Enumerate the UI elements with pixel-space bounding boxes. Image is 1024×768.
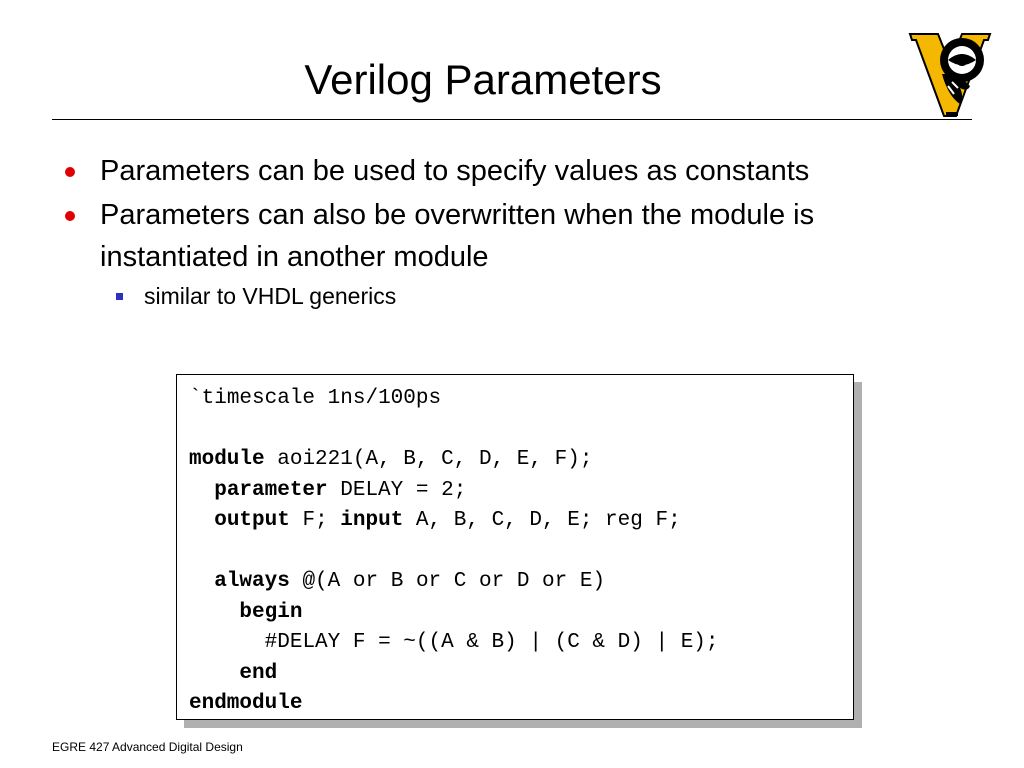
title-divider: [52, 119, 972, 120]
bullet-list: [60, 150, 960, 314]
slide-title: Verilog Parameters: [304, 56, 662, 103]
verilog-code-block: [189, 384, 719, 720]
bullet-text: Parameters can also be overwritten when the module is instantiated in another module: [100, 199, 815, 273]
bullet-item: [60, 150, 960, 192]
sub-bullet-text: similar to VHDL generics: [144, 283, 397, 309]
bullet-item: [60, 194, 960, 278]
code-line: begin: [239, 600, 303, 624]
code-line: `timescale 1ns/100ps: [189, 387, 442, 410]
code-line: module aoi221(A, B, C, D, E, F);: [189, 448, 593, 471]
code-line: endmodule: [189, 692, 303, 715]
university-ram-logo-icon: [908, 30, 992, 120]
code-line: #DELAY F = ~((A & B) | (C & D) | E);: [264, 631, 719, 654]
bullet-dot: [65, 211, 75, 221]
code-line: parameter DELAY = 2;: [214, 478, 467, 502]
footer-course-name: EGRE 427 Advanced Digital Design: [52, 740, 243, 754]
code-line: output F; input A, B, C, D, E; reg F;: [214, 509, 681, 532]
code-line: [189, 415, 719, 446]
sub-bullet-square: [116, 293, 123, 300]
code-line: [189, 537, 719, 568]
code-line: always @(A or B or C or D or E): [214, 570, 606, 593]
code-box: [176, 374, 854, 720]
bullet-dot: [65, 167, 75, 177]
code-line: end: [239, 661, 278, 685]
bullet-text: Parameters can be used to specify values as constants: [100, 155, 810, 187]
sub-bullet-item: [60, 278, 960, 314]
